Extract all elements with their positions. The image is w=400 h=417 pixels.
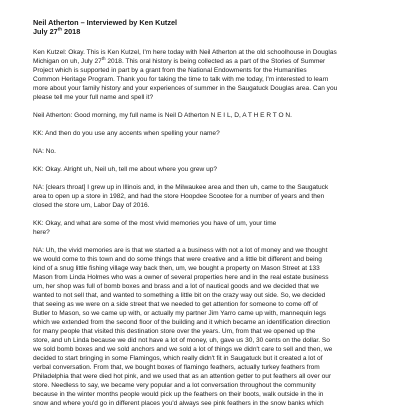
transcript-line <box>33 345 383 354</box>
transcript-line <box>33 201 383 210</box>
transcript-line <box>33 255 383 264</box>
transcript-paragraph <box>33 147 383 156</box>
line-text: we sold bomb boxes and we sold anchors and we sold a lot of things we didn't care to sell and then, we <box>33 346 333 353</box>
line-text: 2018. This oral history is being collected as a part of the Stories of Summer <box>105 58 326 65</box>
transcript-line <box>33 318 383 327</box>
line-text: KK: And then do you use any accents when spelling your name? <box>33 130 220 137</box>
document-date <box>33 27 383 36</box>
transcript-line <box>33 300 383 309</box>
line-text: store. Needless to say, we became very popular and a lot conversation throughout the community <box>33 382 316 389</box>
transcript-line <box>33 66 383 75</box>
line-text: please tell me your full name and spell it? <box>33 94 154 101</box>
line-text: area to open up a store in 1982, and had the store Hoopdee Scootee for a number of years and then <box>33 193 325 200</box>
transcript-line <box>33 273 383 282</box>
line-text: Ken Kutzel: Okay. This is Ken Kutzel, I'm here today with Neil Atherton at the old schoolhouse in Douglas <box>33 49 337 56</box>
transcript-line <box>33 192 383 201</box>
transcript-line <box>33 372 383 381</box>
date-year: 2018 <box>62 27 81 36</box>
line-text: because in the winter months people would pick up the feathers on their boots, walk outside in the in <box>33 391 324 398</box>
transcript-line <box>33 129 383 138</box>
transcript-line <box>33 48 383 57</box>
transcript-paragraph <box>33 219 383 237</box>
transcript-line <box>33 381 383 390</box>
transcript-paragraph <box>33 183 383 210</box>
line-text: decided to start bringing in some Flamingos, which really didn't fit in Saugatuck but it created a lot of <box>33 355 323 362</box>
transcript-line <box>33 390 383 399</box>
line-text: snow and where you'd go in different places you'd always see pink feathers in the snow banks which <box>33 400 324 407</box>
transcript-line <box>33 327 383 336</box>
date-text: July 27 <box>33 27 58 36</box>
transcript-line <box>33 399 383 408</box>
line-text: NA: [clears throat] I grew up in Illinois and, in the Milwaukee area and then uh, came to the Saugatuck <box>33 184 329 191</box>
line-text: Butler to Mason, so we came up with, or actually my partner Jim Yarro came up with, mannequin legs <box>33 310 327 317</box>
date-ordinal: th <box>57 26 62 32</box>
line-text: Project which is supported in part by a grant from the National Endowments for the Humanities <box>33 67 307 74</box>
ordinal-suffix: th <box>101 55 106 61</box>
transcript-line <box>33 165 383 174</box>
line-text: Mason from Linda Holmes who was a owner of several properties here and in the real estate business <box>33 274 329 281</box>
transcript-paragraph <box>33 165 383 174</box>
transcript-line <box>33 282 383 291</box>
line-text: Common Heritage Program. Thank you for taking the time to talk with me today, I'm interested to learn <box>33 76 329 83</box>
transcript-line <box>33 336 383 345</box>
line-text: um, her shop was full of bomb boxes and brass and a lot of nautical goods and we decided that we <box>33 283 320 290</box>
transcript-line <box>33 363 383 372</box>
transcript-line <box>33 309 383 318</box>
line-text: closed the store um, Labor Day of 2016. <box>33 202 150 209</box>
line-text: which we extended from the second floor of the building and it which became an identification direction <box>33 319 330 326</box>
line-text: store, and uh Linda because we did not have a lot of money, uh, gave us 30, 30 cents on the dollar. So <box>33 337 330 344</box>
line-text: more about your family history and your experiences of summer in the Saugatuck Douglas area. Can you <box>33 85 338 92</box>
line-text: that seeing as we were on a side street that we needed to get attention for someone to come off of <box>33 301 318 308</box>
line-text: KK: Okay. Alright uh, Neil uh, tell me about where you grew up? <box>33 166 218 173</box>
transcript-line <box>33 246 383 255</box>
transcript-paragraph <box>33 246 383 408</box>
line-text: Philadelphia that were died hot pink, and we used that as an attention getter to put feathers all over our <box>33 373 332 380</box>
line-text: here? <box>33 229 50 236</box>
line-text: Neil Atherton: Good morning, my full name is Neil D Atherton N E I L, D, A T H E R T O N. <box>33 112 292 119</box>
line-text: NA: Uh, the vivid memories are is that we started a a business with not a lot of money and we thought <box>33 247 328 254</box>
transcript-line <box>33 111 383 120</box>
line-text: wanted to not sell that, and wanted to something a little bit on the crazy way out side. So, we decided <box>33 292 326 299</box>
transcript-body <box>33 48 383 408</box>
document-title: Neil Atherton – Interviewed by Ken Kutzel <box>33 18 178 27</box>
transcript-line <box>33 93 383 102</box>
transcript-line <box>33 291 383 300</box>
line-text: verbal conversation. From that, we bought boxes of flamingo feathers, actually turkey feathers from <box>33 364 320 371</box>
line-text: for many people that visited this destination store over the years. Um, from that we opened up the <box>33 328 316 335</box>
transcript-line <box>33 219 383 228</box>
transcript-line <box>33 264 383 273</box>
line-text: we would come to this town and do some things that were creative and a little bit different and being <box>33 256 322 263</box>
transcript-line <box>33 84 383 93</box>
transcript-line <box>33 57 383 66</box>
transcript-paragraph <box>33 129 383 138</box>
transcript-line <box>33 147 383 156</box>
transcript-paragraph <box>33 111 383 120</box>
transcript-paragraph <box>33 48 383 102</box>
line-text: KK: Okay, and what are some of the most vivid memories you have of um, your time <box>33 220 277 227</box>
line-text: NA: No. <box>33 148 56 155</box>
transcript-line <box>33 183 383 192</box>
transcript-line <box>33 354 383 363</box>
transcript-line <box>33 75 383 84</box>
transcript-page <box>33 18 383 417</box>
line-text: kind of a snug little fishing village way back then, um, we bought a property on Mason Street at 133 <box>33 265 320 272</box>
transcript-line <box>33 228 383 237</box>
line-text: Michigan on uh, July 27 <box>33 58 102 65</box>
